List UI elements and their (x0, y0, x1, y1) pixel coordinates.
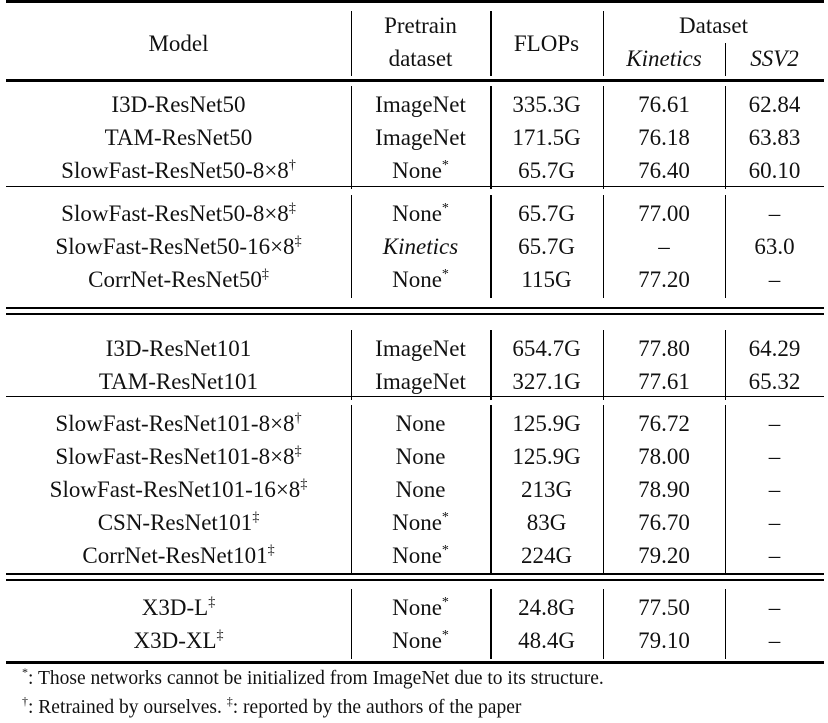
cell-ssv2 (725, 197, 824, 230)
star-mark: * (441, 595, 449, 610)
header-rule (6, 79, 824, 82)
header-pretrain-line1: Pretrain (384, 13, 457, 38)
kinetics-value: 76.61 (638, 92, 690, 117)
kinetics-value: 77.20 (638, 267, 690, 292)
kinetics-value: 77.80 (638, 336, 690, 361)
model-value: SlowFast-ResNet101-16×8 (49, 477, 301, 502)
cell-flops (490, 539, 603, 572)
cell-model (6, 506, 351, 539)
header-dataset: Dataset (679, 13, 748, 38)
star-mark: * (441, 628, 449, 643)
cell-kinetics (603, 539, 725, 572)
cell-kinetics (603, 88, 725, 121)
model-value: TAM-ResNet101 (98, 369, 259, 394)
model-value: I3D-ResNet50 (111, 92, 246, 117)
flops-value: 83G (526, 510, 567, 535)
footnote-mark: ‡ (294, 234, 302, 249)
cell-flops (490, 473, 603, 506)
col-divider (603, 405, 604, 574)
cell-model (6, 365, 351, 398)
col-divider (603, 86, 604, 189)
ssv2-value: 65.32 (748, 369, 801, 394)
col-divider (725, 330, 726, 400)
flops-value: 65.7G (518, 158, 575, 183)
cell-flops (490, 440, 603, 473)
footnote-ddagger-text: : reported by the authors of the paper (232, 697, 522, 718)
ssv2-value: 63.83 (748, 125, 801, 150)
ssv2-value: – (768, 510, 781, 535)
star-mark: * (441, 510, 449, 525)
col-divider (725, 405, 726, 574)
col-divider (351, 195, 352, 298)
flops-value: 654.7G (512, 336, 581, 361)
pretrain-value: ImageNet (375, 336, 466, 361)
kinetics-value: – (658, 234, 670, 259)
pretrain-value: None (392, 158, 442, 183)
cell-pretrain (351, 197, 490, 230)
col-divider (490, 86, 492, 189)
ddagger-mark: ‡ (226, 694, 233, 708)
col-divider (725, 589, 726, 659)
flops-value: 224G (520, 543, 573, 568)
cell-pretrain (351, 407, 490, 440)
cell-model (6, 591, 351, 624)
pretrain-value: None (395, 411, 446, 436)
star-mark: * (441, 158, 449, 173)
ssv2-value: 60.10 (748, 158, 801, 183)
col-divider (351, 86, 352, 189)
footnote-mark: ‡ (252, 510, 260, 525)
col-divider (490, 330, 492, 400)
model-value: TAM-ResNet50 (104, 125, 253, 150)
star-mark: * (441, 267, 449, 282)
star-mark: * (22, 665, 28, 679)
star-mark: * (441, 543, 449, 558)
pretrain-value: None (392, 510, 442, 535)
pretrain-value: None (392, 267, 442, 292)
cell-kinetics (603, 332, 725, 365)
cell-flops (490, 332, 603, 365)
model-value: CorrNet-ResNet50 (88, 267, 262, 292)
pretrain-value: None (392, 543, 442, 568)
cell-kinetics (603, 154, 725, 187)
cell-ssv2 (725, 154, 824, 187)
flops-value: 24.8G (518, 595, 575, 620)
cell-model (6, 407, 351, 440)
footnote-mark: ‡ (288, 201, 296, 216)
cell-ssv2 (725, 539, 824, 572)
cell-ssv2 (725, 624, 824, 657)
cell-ssv2 (725, 473, 824, 506)
footnote-mark: ‡ (267, 543, 275, 558)
cell-model (6, 88, 351, 121)
flops-value: 65.7G (518, 234, 575, 259)
cell-model (6, 332, 351, 365)
cell-ssv2 (725, 407, 824, 440)
cell-kinetics (603, 624, 725, 657)
cell-model (6, 440, 351, 473)
cell-flops (490, 365, 603, 398)
kinetics-value: 76.70 (638, 510, 690, 535)
col-divider (725, 43, 726, 76)
bottom-rule (6, 661, 824, 664)
star-mark: * (441, 201, 449, 216)
ssv2-value: – (768, 444, 781, 469)
kinetics-value: 77.00 (638, 201, 690, 226)
col-divider (490, 405, 492, 574)
cell-flops (490, 121, 603, 154)
cell-flops (490, 154, 603, 187)
cell-kinetics (603, 591, 725, 624)
footnote-mark: ‡ (294, 444, 302, 459)
flops-value: 115G (521, 267, 572, 292)
cell-ssv2 (725, 506, 824, 539)
model-value: I3D-ResNet101 (105, 336, 252, 361)
dagger-mark: † (22, 694, 28, 708)
header-flops: FLOPs (513, 31, 580, 56)
model-value: X3D-L (141, 595, 209, 620)
footnote-mark: ‡ (261, 267, 269, 282)
kinetics-value: 78.00 (638, 444, 690, 469)
header-pretrain-line2: dataset (388, 46, 453, 71)
model-value: SlowFast-ResNet50-8×8 (61, 201, 289, 226)
cell-model (6, 121, 351, 154)
pretrain-value: None (392, 595, 442, 620)
model-value: CorrNet-ResNet101 (82, 543, 268, 568)
model-value: SlowFast-ResNet50-8×8 (61, 158, 289, 183)
cell-pretrain (351, 154, 490, 187)
cell-kinetics (603, 263, 725, 296)
group-rule (6, 307, 824, 309)
cell-ssv2 (725, 332, 824, 365)
footnote-mark: ‡ (208, 595, 216, 610)
cell-model (6, 624, 351, 657)
pretrain-value: None (392, 628, 442, 653)
cell-model (6, 230, 351, 263)
header-ssv2: SSV2 (750, 46, 799, 71)
model-value: SlowFast-ResNet101-8×8 (55, 444, 295, 469)
pretrain-value: None (392, 201, 442, 226)
cell-flops (490, 506, 603, 539)
col-divider (490, 589, 492, 659)
pretrain-value: ImageNet (375, 125, 466, 150)
ssv2-value: – (768, 543, 781, 568)
model-value: SlowFast-ResNet50-16×8 (55, 234, 295, 259)
cell-kinetics (603, 230, 725, 263)
cell-flops (490, 230, 603, 263)
cell-pretrain (351, 539, 490, 572)
cell-flops (490, 591, 603, 624)
cell-model (6, 539, 351, 572)
pretrain-value: ImageNet (375, 92, 466, 117)
cell-flops (490, 624, 603, 657)
cell-kinetics (603, 473, 725, 506)
ssv2-value: 62.84 (748, 92, 801, 117)
header-model: Model (148, 31, 209, 56)
cell-kinetics (603, 365, 725, 398)
col-divider (725, 195, 726, 298)
cell-ssv2 (725, 263, 824, 296)
footnote-mark: † (288, 158, 296, 173)
pretrain-value: None (395, 477, 446, 502)
col-divider (351, 11, 352, 76)
cell-pretrain (351, 263, 490, 296)
cell-model (6, 473, 351, 506)
cell-pretrain (351, 440, 490, 473)
cell-ssv2 (725, 440, 824, 473)
cell-model (6, 154, 351, 187)
ssv2-value: – (768, 267, 781, 292)
header-kinetics: Kinetics (626, 46, 702, 71)
kinetics-value: 79.20 (638, 543, 690, 568)
footnote-dagger (22, 694, 522, 719)
flops-value: 171.5G (512, 125, 581, 150)
col-divider (603, 195, 604, 298)
ssv2-value: 63.0 (754, 234, 795, 259)
group-rule (6, 573, 824, 575)
cell-kinetics (603, 506, 725, 539)
ssv2-value: – (768, 628, 781, 653)
cell-ssv2 (725, 591, 824, 624)
col-divider (490, 195, 492, 298)
cell-pretrain (351, 624, 490, 657)
cell-kinetics (603, 121, 725, 154)
cell-pretrain (351, 473, 490, 506)
cell-flops (490, 88, 603, 121)
flops-value: 213G (520, 477, 573, 502)
col-divider (603, 11, 604, 76)
col-divider (351, 405, 352, 574)
footnote-star-text: : Those networks cannot be initialized from ImageNet due to its structure. (28, 668, 604, 689)
model-value: CSN-ResNet101 (97, 510, 253, 535)
col-divider (490, 11, 492, 76)
kinetics-value: 79.10 (638, 628, 690, 653)
top-rule (6, 0, 824, 3)
cell-ssv2 (725, 88, 824, 121)
cell-pretrain (351, 332, 490, 365)
ssv2-value: – (768, 411, 781, 436)
cell-pretrain (351, 506, 490, 539)
flops-value: 335.3G (512, 92, 581, 117)
cell-pretrain (351, 121, 490, 154)
cell-flops (490, 197, 603, 230)
group-rule (6, 579, 824, 581)
flops-value: 125.9G (512, 411, 581, 436)
cell-flops (490, 263, 603, 296)
kinetics-value: 77.50 (638, 595, 690, 620)
cell-ssv2 (725, 365, 824, 398)
cell-kinetics (603, 407, 725, 440)
kinetics-value: 77.61 (638, 369, 690, 394)
pretrain-value: Kinetics (382, 234, 459, 259)
col-divider (725, 86, 726, 189)
cell-pretrain (351, 88, 490, 121)
kinetics-value: 76.72 (638, 411, 690, 436)
ssv2-value: – (768, 477, 781, 502)
pretrain-value: None (395, 444, 446, 469)
kinetics-value: 78.90 (638, 477, 690, 502)
model-value: X3D-XL (133, 628, 217, 653)
cell-model (6, 197, 351, 230)
kinetics-value: 76.18 (638, 125, 690, 150)
flops-value: 125.9G (512, 444, 581, 469)
footnote-dagger-text: : Retrained by ourselves. (28, 697, 227, 718)
flops-value: 327.1G (512, 369, 581, 394)
cell-kinetics (603, 440, 725, 473)
ssv2-value: 64.29 (748, 336, 801, 361)
col-divider (351, 589, 352, 659)
footnote-mark: † (294, 411, 302, 426)
cell-pretrain (351, 591, 490, 624)
ssv2-value: – (768, 201, 781, 226)
group-rule (6, 396, 824, 397)
col-divider (603, 330, 604, 400)
footnote-mark: ‡ (300, 477, 308, 492)
cell-flops (490, 407, 603, 440)
ssv2-value: – (768, 595, 781, 620)
cell-ssv2 (725, 121, 824, 154)
model-value: SlowFast-ResNet101-8×8 (55, 411, 295, 436)
group-rule (6, 186, 824, 187)
cell-pretrain (351, 365, 490, 398)
cell-kinetics (603, 197, 725, 230)
pretrain-value: ImageNet (375, 369, 466, 394)
flops-value: 65.7G (518, 201, 575, 226)
footnote-mark: ‡ (216, 628, 224, 643)
cell-pretrain (351, 230, 490, 263)
col-divider (351, 330, 352, 400)
kinetics-value: 76.40 (638, 158, 690, 183)
cell-model (6, 263, 351, 296)
flops-value: 48.4G (518, 628, 575, 653)
cell-ssv2 (725, 230, 824, 263)
group-rule (6, 313, 824, 315)
col-divider (603, 589, 604, 659)
footnote-star (22, 665, 604, 690)
